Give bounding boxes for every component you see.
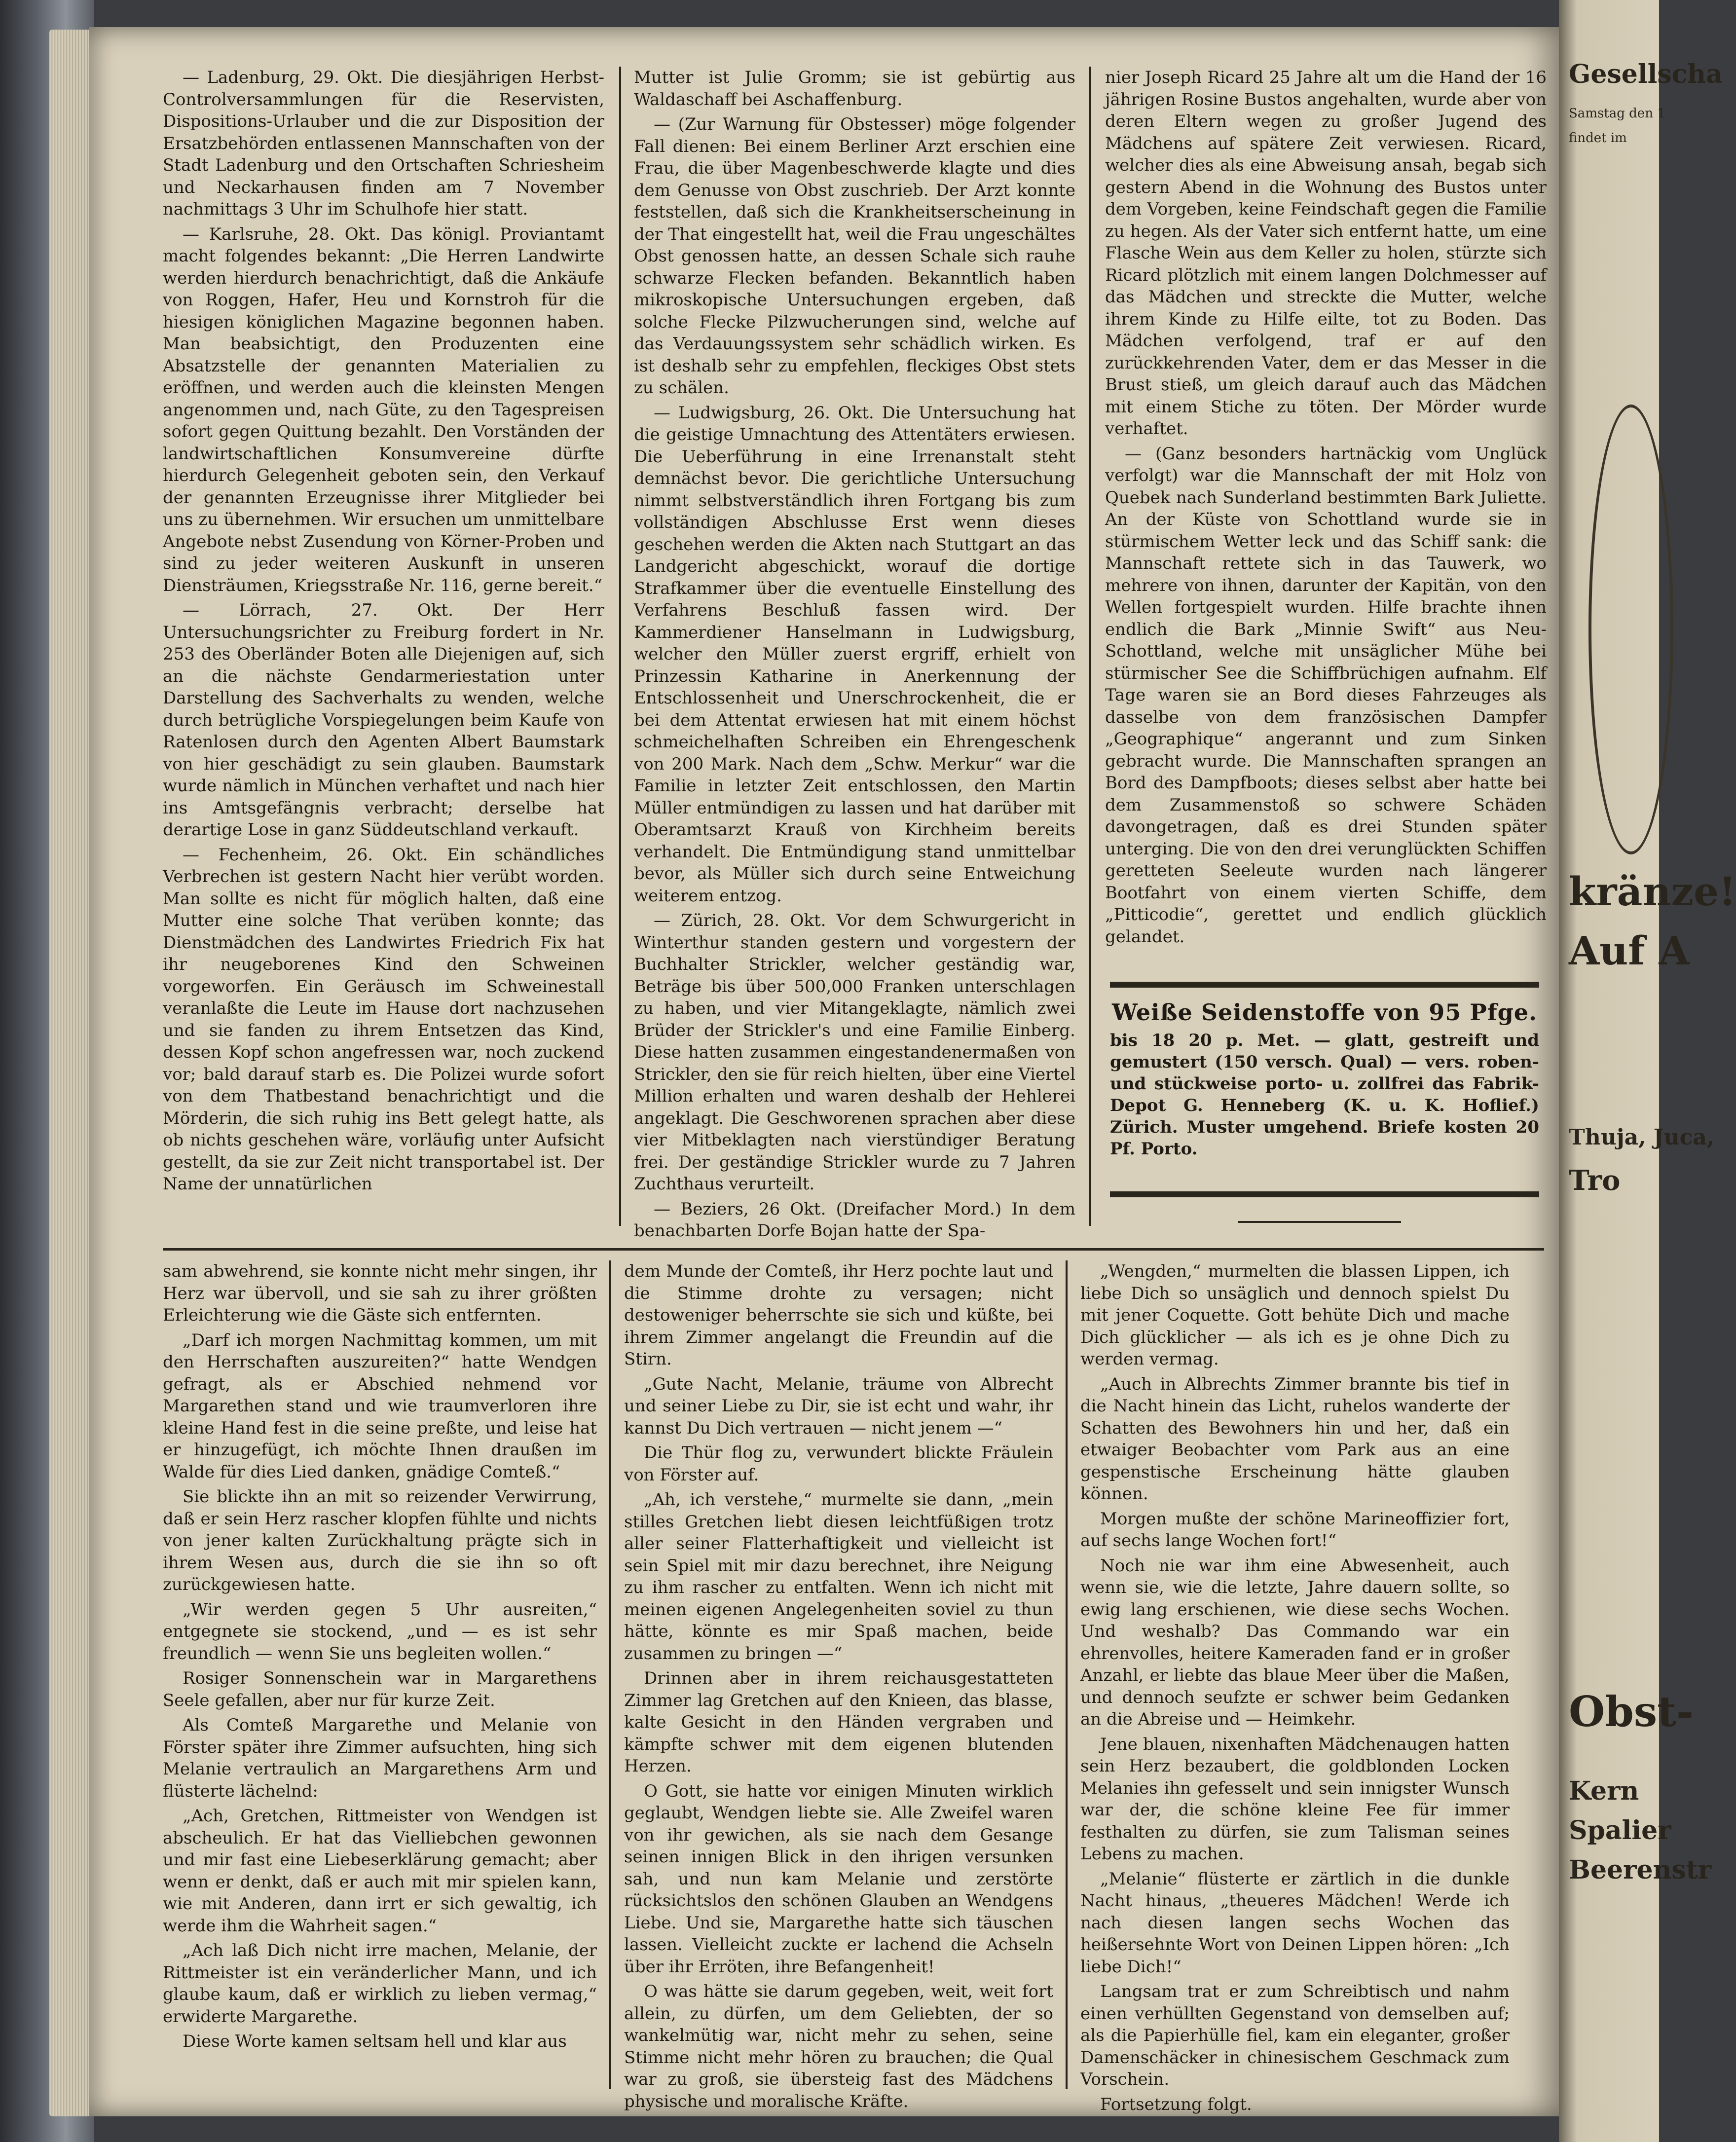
adjacent-text: findet im (1569, 131, 1627, 146)
wreath-ornament (1588, 405, 1673, 854)
paragraph: Fortsetzung folgt. (1100, 2094, 1252, 2114)
column-rule (1066, 1260, 1068, 2089)
paragraph: „Gute Nacht, Melanie, träume von Albrecht und seiner Liebe zu Dir, sie ist echt und wahr, ihr kannst Du Dich vertrauen — nicht jenem —“ (624, 1374, 1053, 1438)
adjacent-heading: Spalier (1569, 1815, 1671, 1846)
paragraph: Noch nie war ihm eine Abwesenheit, auch wenn sie, wie die letzte, Jahre dauern sollte, so ewig lang erschienen, wie diese sechs Wochen. Und weshalb? Das Commando war ein ehrenvolles, heitere Kameraden fand er in großer Anzahl, er liebte das blaue Meer über die Maßen, und dennoch seufzte er schwer beim Gedanken an die Abreise und — Heimkehr. (1080, 1555, 1510, 1729)
adjacent-heading: Auf A (1569, 927, 1690, 974)
paragraph: O Gott, sie hatte vor einigen Minuten wirklich geglaubt, Wendgen liebte sie. Alle Zweifel waren von ihr gewichen, als sie nach dem Gesange seinen innigen Blick in den ihrigen versunken sah, und nun kam Melanie und zerstörte rücksichtslos den schönen Glauben an Wendgens Liebe. Und sie, Margarethe hatte sich täuschen lassen. Vielleicht zuckte er lachend die Achseln über ihr Erröten, ihre Befangenheit! (624, 1781, 1053, 1977)
paragraph: — Fechenheim, 26. Okt. Ein schändliches Verbrechen ist gestern Nacht hier verübt worden. Man sollte es nicht für möglich halten, daß eine Mutter eine solche That verüben konnte; das Dienstmädchen des Landwirtes Friedrich Fix hat ihr neugeborenes Kind den Schweinen vorgeworfen. Ein Geräusch im Schweinestall veranlaßte die Leute im Hause dort nachzusehen und sie fanden zu ihrem Entsetzen das Kind, dessen Kopf schon angefressen war, noch zuckend vor; bald darauf starb es. Die Polizei wurde sofort von dem Thatbestand benachrichtigt und die Mörderin, die sich ruhig ins Bett gelegt hatte, als ob nichts geschehen wäre, vorläufig unter Aufsicht gestellt, da sie zur Zeit nicht transportabel ist. Der Name der unnatürlichen (163, 845, 604, 1194)
paragraph: „Ah, ich verstehe,“ murmelte sie dann, „mein stilles Gretchen liebt diesen leichtfüßigen trotz aller seiner Flatterhaftigkeit und vielleicht ist sein Spiel mit mir dazu berechnet, ihre Neigung zu ihm rascher zu entfalten. Wenn ich nicht mit meinen eigenen Angelegenheiten soviel zu thun hätte, könnte es mir Spaß machen, beide zusammen zu bringen —“ (624, 1490, 1053, 1663)
paragraph: Langsam trat er zum Schreibtisch und nahm einen verhüllten Gegenstand von demselben auf; als die Papierhülle fiel, kam ein eleganter, großer Damenschäcker in chinesischem Geschmack zum Vorschein. (1080, 1982, 1510, 2089)
newspaper-page (89, 27, 1559, 2116)
paragraph: „Wir werden gegen 5 Uhr ausreiten,“ entgegnete sie stockend, „und — es ist sehr freundlich — wenn Sie uns begleiten wollen.“ (163, 1599, 597, 1663)
adjacent-heading: Tro (1569, 1164, 1621, 1197)
paragraph: sam abwehrend, sie konnte nicht mehr singen, ihr Herz war übervoll, und sie sah zu ihrer größten Erleichterung wie die Gäste sich entfernten. (163, 1261, 597, 1325)
adjacent-heading: kränze! (1569, 868, 1736, 915)
paragraph: — Ladenburg, 29. Okt. Die diesjährigen Herbst-Controlversammlungen für die Reservisten, Dispositions-Urlauber und die zur Disposition der Ersatzbehörden entlassenen Mannschaften von der Stadt Ladenburg und den Ortschaften Schriesheim und Neckarhausen finden am 7 November nachmittags 3 Uhr im Schulhofe hier statt. (163, 68, 604, 219)
paragraph: — Lörrach, 27. Okt. Der Herr Untersuchungsrichter zu Freiburg fordert in Nr. 253 des Oberländer Boten alle Diejenigen auf, sich an die nächste Gendarmeriestation unter Darstellung des Sachverhalts zu wenden, welche durch betrügliche Vorspiegelungen beim Kaufe von Ratenlosen durch den Agenten Albert Baumstark von hier geschädigt zu sein glauben. Baumstark wurde nämlich in München verhaftet und nach hier ins Amtsgefängnis verbracht; derselbe hat derartige Lose in ganz Süddeutschland verkauft. (163, 600, 604, 840)
silk-advertisement (1110, 999, 1539, 1160)
column-rule (1089, 67, 1091, 1226)
adjacent-heading: Obst- (1569, 1687, 1694, 1736)
paragraph: — (Zur Warnung für Obstesser) möge folgender Fall dienen: Bei einem Berliner Arzt erschien eine Frau, die über Magenbeschwerde klagte und dies dem Genusse von Obst zuschrieb. Der Arzt konnte feststellen, daß sich die Krankheitserscheinung in der That eingestellt hat, weil die Frau ungeschältes Obst genossen hatte, an dessen Schale sich rauhe schwarze Flecken befanden. Bekanntlich haben mikroskopische Untersuchungen ergeben, daß solche Flecke Pilzwucherungen sind, welche auf das Verdauungssystem sehr schädlich wirken. Es ist deshalb sehr zu empfehlen, fleckiges Obst stets zu schälen. (634, 114, 1075, 398)
adjacent-heading: Gesellscha (1569, 59, 1723, 89)
column-rule (619, 67, 621, 1226)
book-binding (0, 0, 94, 2142)
paragraph: „Ach laß Dich nicht irre machen, Melanie, der Rittmeister ist ein veränderlicher Mann, und ich glaube kaum, daß er wirklich zu lieben vermag,“ erwiderte Margarethe. (163, 1941, 597, 2027)
short-rule (1238, 1221, 1401, 1223)
ad-top-rule (1110, 982, 1539, 988)
adjacent-page-edge (1559, 0, 1736, 2142)
paragraph: — Ludwigsburg, 26. Okt. Die Untersuchung hat die geistige Umnachtung des Attentäters erwiesen. Die Ueberführung in eine Irrenanstalt steht demnächst bevor. Die gerichtliche Untersuchung nimmt selbstverständlich ihren Fortgang bis zum vollständigen Abschlusse Erst wenn dieses geschehen werden die Akten nach Stuttgart an das Landgericht abgeschickt, worauf die dortige Strafkammer über die eventuelle Einstellung des Verfahrens Beschluß fassen wird. Der Kammerdiener Hanselmann in Ludwigsburg, welcher den Müller zuerst ergriff, erhielt von Prinzessin Katharine in Anerkennung der Entschlossenheit und Unerschrockenheit, die er bei dem Attentat erwiesen hat mit einem höchst schmeichelhaften Schreiben ein Ehrengeschenk von 200 Mark. Nach dem „Schw. Merkur“ war die Familie in letzter Zeit entschlossen, den Martin Müller entmündigen zu lassen und hat darüber mit Oberamtsarzt Krauß von Kirchheim bereits verhandelt. Die Entmündigung stand unmittelbar bevor, als Müller sich durch seine Entweichung weiterem entzog. (634, 403, 1075, 906)
lower-column-2 (624, 1260, 1053, 2111)
paragraph: „Darf ich morgen Nachmittag kommen, um mit den Herrschaften auszureiten?“ hatte Wendgen gefragt, als er Abschied nehmend vor Margarethen stand und wie traumverloren ihre kleine Hand fest in die seine preßte, und leise hat er hinzugefügt, ich möchte Ihnen draußen im Walde für dies Lied danken, gnädige Comteß.“ (163, 1330, 597, 1482)
paragraph: dem Munde der Comteß, ihr Herz pochte laut und die Stimme drohte zu versagen; nicht destoweniger beherrschte sie sich und küßte, bei ihrem Zimmer angelangt die Freundin auf die Stirn. (624, 1261, 1053, 1369)
paragraph: Als Comteß Margarethe und Melanie von Förster später ihre Zimmer aufsuchten, hing sich Melanie vertraulich an Margarethens Arm und flüsterte lächelnd: (163, 1715, 597, 1801)
upper-column-1 (163, 67, 604, 1211)
paragraph: Morgen mußte der schöne Marineoffizier fort, auf sechs lange Wochen fort!“ (1080, 1509, 1510, 1551)
upper-column-2 (634, 67, 1075, 1251)
lower-column-1 (163, 1260, 597, 2089)
lower-column-3 (1080, 1260, 1510, 2114)
column-rule (609, 1260, 611, 2089)
paragraph: nier Joseph Ricard 25 Jahre alt um die Hand der 16 jährigen Rosine Bustos angehalten, wurde aber von deren Eltern wegen zu großer Jugend des Mädchens auf spätere Zeit verwiesen. Ricard, welcher dies als eine Abweisung ansah, begab sich gestern Abend in die Wohnung des Bustos unter dem Vorgeben, keine Feindschaft gegen die Familie zu hegen. Als der Vater sich entfernt hatte, um eine Flasche Wein aus dem Keller zu holen, stürzte sich Ricard plötzlich mit einem langen Dolchmesser auf das Mädchen und streckte die Mutter, welche ihrem Kinde zu Hilfe eilte, tot zu Boden. Das Mädchen verfolgend, traf er auf den zurückkehrenden Vater, dem er das Messer in die Brust stieß, um gleich darauf auch das Mädchen mit einem Stiche zu töten. Der Mörder wurde verhaftet. (1105, 68, 1547, 439)
paragraph: Rosiger Sonnenschein war in Margarethens Seele gefallen, aber nur für kurze Zeit. (163, 1668, 597, 1710)
adjacent-heading: Beerenstr (1569, 1855, 1712, 1885)
paragraph: — Zürich, 28. Okt. Vor dem Schwurgericht in Winterthur standen gestern und vorgestern der Buchhalter Strickler, welcher geständig war, Beträge bis über 500,000 Franken unterschlagen zu haben, und vier Mitangeklagte, nämlich zwei Brüder der Strickler's und eine Familie Einberg. Diese hatten zusammen eingestandenermaßen von Strickler, den sie für reich hielten, über eine Viertel Million erhalten und waren deshalb der Hehlerei angeklagt. Die Geschworenen sprachen aber diese vier Mitbeklagten nach vierstündiger Beratung frei. Der geständige Strickler wurde zu 7 Jahren Zuchthaus verurteilt. (634, 911, 1075, 1194)
paragraph: Mutter ist Julie Gromm; sie ist gebürtig aus Waldaschaff bei Aschaffenburg. (634, 68, 1075, 110)
paragraph: „Melanie“ flüsterte er zärtlich in die dunkle Nacht hinaus, „theueres Mädchen! Werde ich nach diesen langen sechs Wochen das heißersehnte Wort von Deinen Lippen hören: „Ich liebe Dich!“ (1080, 1869, 1510, 1977)
paragraph: Die Thür flog zu, verwundert blickte Fräulein von Förster auf. (624, 1443, 1053, 1485)
adjacent-text: Samstag den 1 (1569, 106, 1665, 121)
paragraph: Sie blickte ihn an mit so reizender Verwirrung, daß er sein Herz rascher klopfen fühlte und nichts von jener kalten Zurückhaltung prägte sich in ihrem Wesen aus, durch die sie ihn so oft zurückgewiesen hatte. (163, 1487, 597, 1594)
adjacent-text: Thuja, Juca, (1569, 1125, 1715, 1150)
paragraph: Drinnen aber in ihrem reichausgestatteten Zimmer lag Gretchen auf den Knieen, das blasse, kalte Gesicht in den Händen vergraben und kämpfte schwer mit dem eigenen blutenden Herzen. (624, 1668, 1053, 1776)
ad-title: Weiße Seidenstoffe von 95 Pfge. (1111, 999, 1538, 1026)
paragraph: Diese Worte kamen seltsam hell und klar aus (183, 2031, 567, 2051)
ad-body: bis 18 20 p. Met. — glatt, gestreift und gemustert (150 versch. Qual) — vers. roben- und stückweise porto- u. zollfrei das Fabrik-Depot G. Henneberg (K. u. K. Hoflief.) Zürich. Muster umgehend. Briefe kosten 20 Pf. Porto. (1110, 1031, 1539, 1159)
paragraph: — (Ganz besonders hartnäckig vom Unglück verfolgt) war die Mannschaft der mit Holz von Quebek nach Sunderland bestimmten Bark Juliette. An der Küste von Schottland wurde sie in stürmischem Wetter leck und das Schiff sank: die Mannschaft rettete sich in das Tauwerk, wo mehrere von ihnen, darunter der Kapitän, von den Wellen fortgespielt wurden. Hilfe brachte ihnen endlich die Bark „Minnie Swift“ aus Neu-Schottland, welche mit unsäglicher Mühe bei stürmischer See die Schiffbrüchigen aufnahm. Elf Tage waren sie an Bord dieses Fahrzeuges als dasselbe von dem französischen Dampfer „Geographique“ angerannt und zum Sinken gebracht wurde. Die Mannschaften sprangen an Bord des Dampfboots; dieses selbst aber hatte bei dem Zusammenstoß so schwere Schäden davongetragen, daß es drei Stunden später unterging. Die von den drei verunglückten Schiffen geretteten Seeleute wurden nach längerer Bootfahrt von einem vierten Schiffe, dem „Pitticodie“, gerettet und endlich glücklich gelandet. (1105, 443, 1547, 947)
paragraph: — Karlsruhe, 28. Okt. Das königl. Proviantamt macht folgendes bekannt: „Die Herren Landwirte werden hierdurch benachrichtigt, daß die Ankäufe von Roggen, Hafer, Heu und Kornstroh für die hiesigen königlichen Magazine begonnen haben. Man beabsichtigt, den Produzenten eine Absatzstelle der genannten Materialien zu eröffnen, und werden auch die kleinsten Mengen angenommen und, nach Güte, zu den Tagespreisen sofort gegen Quittung bezahlt. Den Vorständen der landwirtschaftlichen Konsumvereine dürfte hierdurch Gelegenheit geboten sein, den Verkauf der genannten Erzeugnisse ihrer Mitglieder bei uns zu übernehmen. Wir ersuchen um unmittelbare Angebote nebst Zusendung von Körner-Proben und sind zu jeder weiteren Auskunft in unseren Diensträumen, Kriegsstraße Nr. 116, gerne bereit.“ (163, 224, 604, 595)
section-divider (163, 1248, 1544, 1251)
paragraph: O was hätte sie darum gegeben, weit, weit fort allein, zu dürfen, um dem Geliebten, der so wankelmütig war, nicht mehr zu sehen, seine Stimme nicht mehr hören zu brauchen; die Qual war zu groß, sie übersteig fast des Mädchens physische und moralische Kräfte. (624, 1982, 1053, 2111)
adjacent-heading: Kern (1569, 1776, 1639, 1806)
paragraph: „Ach, Gretchen, Rittmeister von Wendgen ist abscheulich. Er hat das Vielliebchen gewonnen und mir fast eine Liebeserklärung gemacht; aber wenn er denkt, daß er auch mit mir spielen kann, wie mit Anderen, dann irrt er sich gewaltig, ich werde ihm die Wahrheit sagen.“ (163, 1806, 597, 1936)
paragraph: „Wengden,“ murmelten die blassen Lippen, ich liebe Dich so unsäglich und dennoch spielst Du mit jener Coquette. Gott behüte Dich und mache Dich glücklicher — als ich es je ohne Dich zu werden vermag. (1080, 1261, 1510, 1369)
paragraph: Jene blauen, nixenhaften Mädchenaugen hatten sein Herz bezaubert, die goldblonden Locken Melanies ihn gefesselt und sein innigster Wunsch war der, die schöne kleine Fee für immer festhalten zu dürfen, sie zum Talisman seines Lebens zu machen. (1080, 1734, 1510, 1864)
page-edges (49, 30, 94, 2116)
upper-column-3 (1105, 67, 1547, 960)
paragraph: „Auch in Albrechts Zimmer brannte bis tief in die Nacht hinein das Licht, ruhelos wanderte der Schatten des Bewohners hin und her, daß ein etwaiger Beobachter vom Park aus an eine gespenstische Erscheinung hätte glauben können. (1080, 1374, 1510, 1504)
ad-bottom-rule (1110, 1191, 1539, 1197)
paragraph: — Beziers, 26 Okt. (Dreifacher Mord.) In dem benachbarten Dorfe Bojan hatte der Spa- (634, 1199, 1075, 1241)
